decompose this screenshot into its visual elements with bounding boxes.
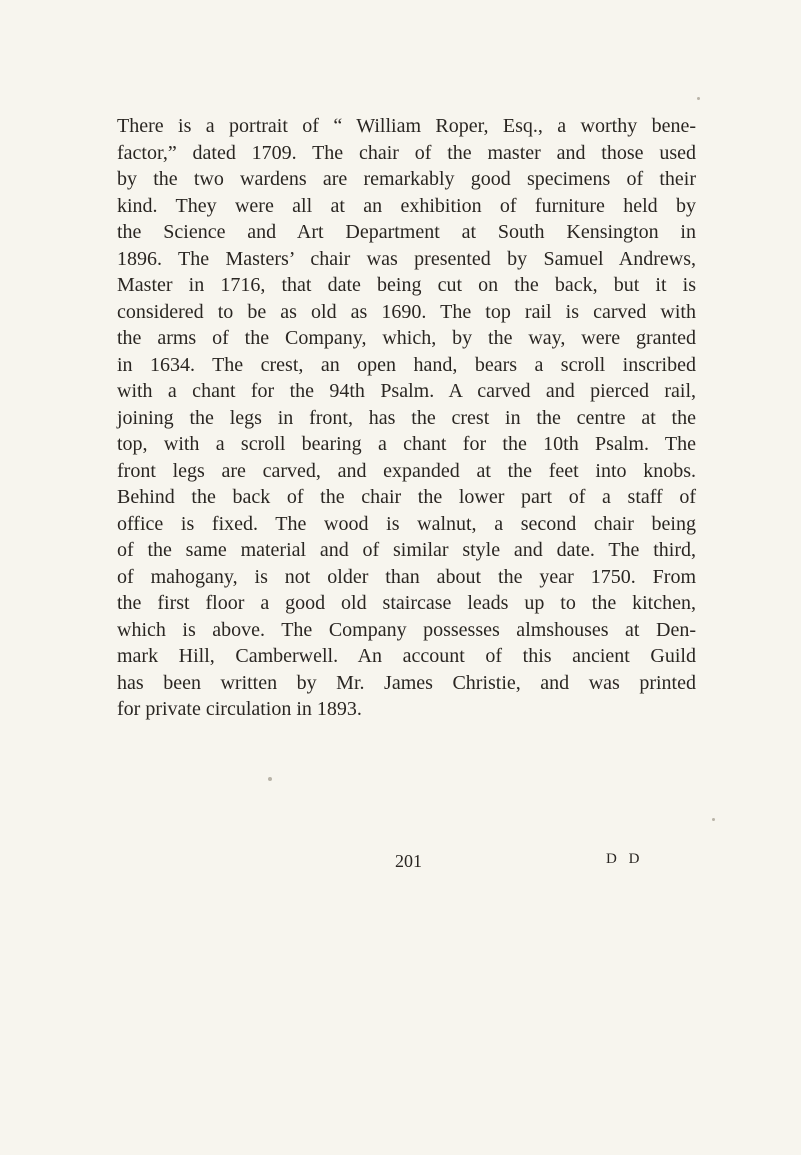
text-line: of mahogany, is not older than about the year 1750. From <box>117 565 696 588</box>
page-number: 201 <box>395 851 422 871</box>
text-line: which is above. The Company possesses almshouses at Den- <box>117 618 696 641</box>
page-footer <box>0 851 801 875</box>
text-line: of the same material and of similar style and date. The third, <box>117 539 696 561</box>
text-line: by the two wardens are remarkably good specimens of their <box>117 168 696 190</box>
paper-speck <box>268 777 272 781</box>
text-line: mark Hill, Camberwell. An account of this ancient Guild <box>117 645 696 667</box>
text-line: kind. They were all at an exhibition of furniture held by <box>117 194 696 217</box>
text-line: the arms of the Company, which, by the way, were granted <box>117 327 696 349</box>
signature-mark: D D <box>606 851 644 867</box>
text-line: Master in 1716, that date being cut on the back, but it is <box>117 274 696 296</box>
text-line: has been written by Mr. James Christie, and was printed <box>117 671 696 694</box>
text-line: Behind the back of the chair the lower part of a staff of <box>117 486 696 508</box>
paper-speck <box>697 97 700 100</box>
text-line: top, with a scroll bearing a chant for the 10th Psalm. The <box>117 433 696 455</box>
text-line: for private circulation in 1893. <box>117 698 362 720</box>
text-line: considered to be as old as 1690. The top rail is carved with <box>117 300 696 323</box>
text-line: with a chant for the 94th Psalm. A carved and pierced rail, <box>117 380 696 402</box>
text-line: the first floor a good old staircase leads up to the kitchen, <box>117 592 696 614</box>
text-line: joining the legs in front, has the crest in the centre at the <box>117 406 696 429</box>
paper-speck <box>712 818 715 821</box>
text-line: office is fixed. The wood is walnut, a second chair being <box>117 512 696 535</box>
text-line: factor,” dated 1709. The chair of the master and those used <box>117 141 696 164</box>
text-line: front legs are carved, and expanded at the feet into knobs. <box>117 459 696 482</box>
text-line: in 1634. The crest, an open hand, bears a scroll inscribed <box>117 353 696 376</box>
text-line: 1896. The Masters’ chair was presented by Samuel Andrews, <box>117 247 696 270</box>
text-line: the Science and Art Department at South Kensington in <box>117 221 696 243</box>
body-paragraph <box>117 113 696 723</box>
text-line: There is a portrait of “ William Roper, Esq., a worthy bene- <box>117 115 696 137</box>
